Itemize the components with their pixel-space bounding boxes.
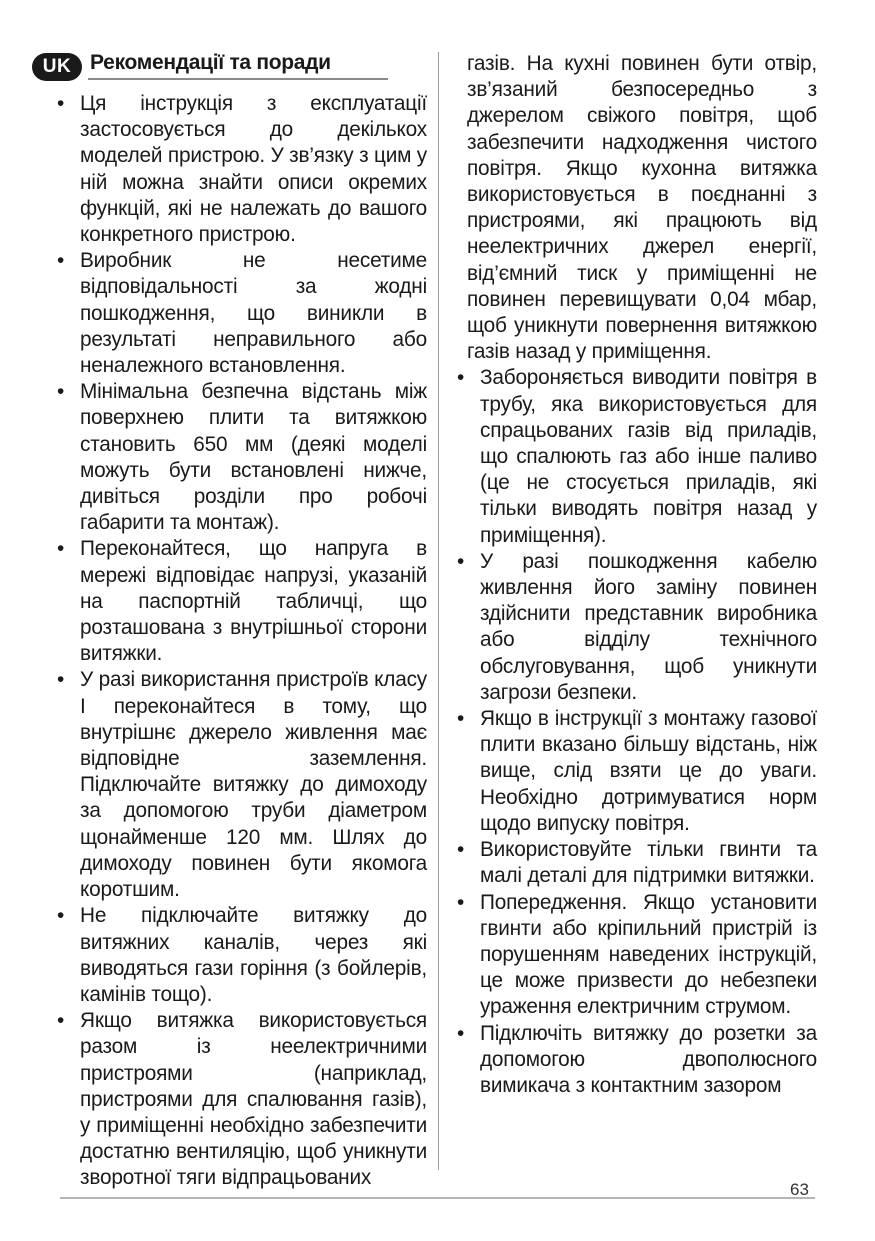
title-underline bbox=[88, 78, 388, 80]
section-header bbox=[32, 50, 428, 80]
bullet-item: • Якщо витяжка використовується разом із неелектричними пристроями (наприклад, пристроями для спалювання газів), у приміщенні необхідно забезпечити достатню вентиляцію, щоб уникнути зворотної тяги відпрацьованих bbox=[55, 1008, 427, 1191]
bullet-item: • Якщо в інструкції з монтажу газової плити вказано більшу відстань, ніж вище, слід взяти це до уваги. Необхідно дотримуватися норм щодо випуску повітря. bbox=[455, 706, 817, 837]
bullet-item: • Переконайтеся, що напруга в мережі відповідає напрузі, указаній на паспортній табличці, що розташована з внутрішньої сторони витяжки. bbox=[55, 536, 427, 667]
bullet-item: • Виробник не несетиме відповідальності за жодні пошкодження, що виникли в результаті неправильного або неналежного встановлення. bbox=[55, 248, 427, 379]
section-title: Рекомендації та поради bbox=[90, 51, 331, 74]
bullet-item: • У разі пошкодження кабелю живлення його заміну повинен здійснити представник виробника або відділу технічного обслуговування, щоб уникнути загрози безпеки. bbox=[455, 549, 817, 706]
page-number: 63 bbox=[790, 1180, 809, 1199]
bullet-item: • Забороняється виводити повітря в трубу, яка використовується для спрацьованих газів від приладів, що спалюють газ або інше паливо (це не стосується приладів, які тільки виводять повітря назад у приміщення). bbox=[455, 365, 817, 548]
footer-rule bbox=[60, 1197, 815, 1199]
right-column bbox=[455, 51, 817, 1099]
bullet-item: • Підключіть витяжку до розетки за допомогою двополюсного вимикача з контактним зазором bbox=[455, 1021, 817, 1100]
bullet-item: • Мінімальна безпечна відстань між поверхнею плити та витяжкою становить 650 мм (деякі моделі можуть бути встановлені нижче, дивіться розділи про робочі габарити та монтаж). bbox=[55, 379, 427, 536]
language-badge: UK bbox=[32, 53, 82, 81]
column-divider bbox=[438, 52, 439, 1170]
right-bullet-list bbox=[455, 365, 817, 1099]
bullet-item: • Ця інструкція з експлуатації застосовується до декількох моделей пристрою. У зв’язку з цим у ній можна знайти описи окремих функцій, які не належать до вашого конкретного пристрою. bbox=[55, 91, 427, 248]
bullet-item: • Використовуйте тільки гвинти та малі деталі для підтримки витяжки. bbox=[455, 837, 817, 889]
continued-paragraph: газів. На кухні повинен бути отвір, зв’язаний безпосередньо з джерелом свіжого повітря, щоб забезпечити надходження чистого повітря. Якщо кухонна витяжка використовується в поєднанні з пристроями, які працюють від неелектричних джерел енергії, від’ємний тиск у приміщенні не повинен перевищувати 0,04 мбар, щоб уникнути повернення витяжкою газів назад у приміщення. bbox=[467, 52, 817, 364]
bullet-item: • Попередження. Якщо установити гвинти або кріпильний пристрій із порушенням наведених інструкцій, це може призвести до небезпеки ураження електричним струмом. bbox=[455, 890, 817, 1021]
bullet-item: • У разі використання пристроїв класу I переконайтеся в тому, що внутрішнє джерело живлення має відповідне заземлення. Підключайте витяжку до димоходу за допомогою труби діаметром щонайменше 120 мм. Шлях до димоходу повинен бути якомога коротшим. bbox=[55, 667, 427, 903]
left-column bbox=[55, 91, 427, 1192]
left-bullet-list bbox=[55, 91, 427, 1192]
bullet-item: • Не підключайте витяжку до витяжних каналів, через які виводяться гази горіння (з бойлерів, камінів тощо). bbox=[55, 903, 427, 1008]
